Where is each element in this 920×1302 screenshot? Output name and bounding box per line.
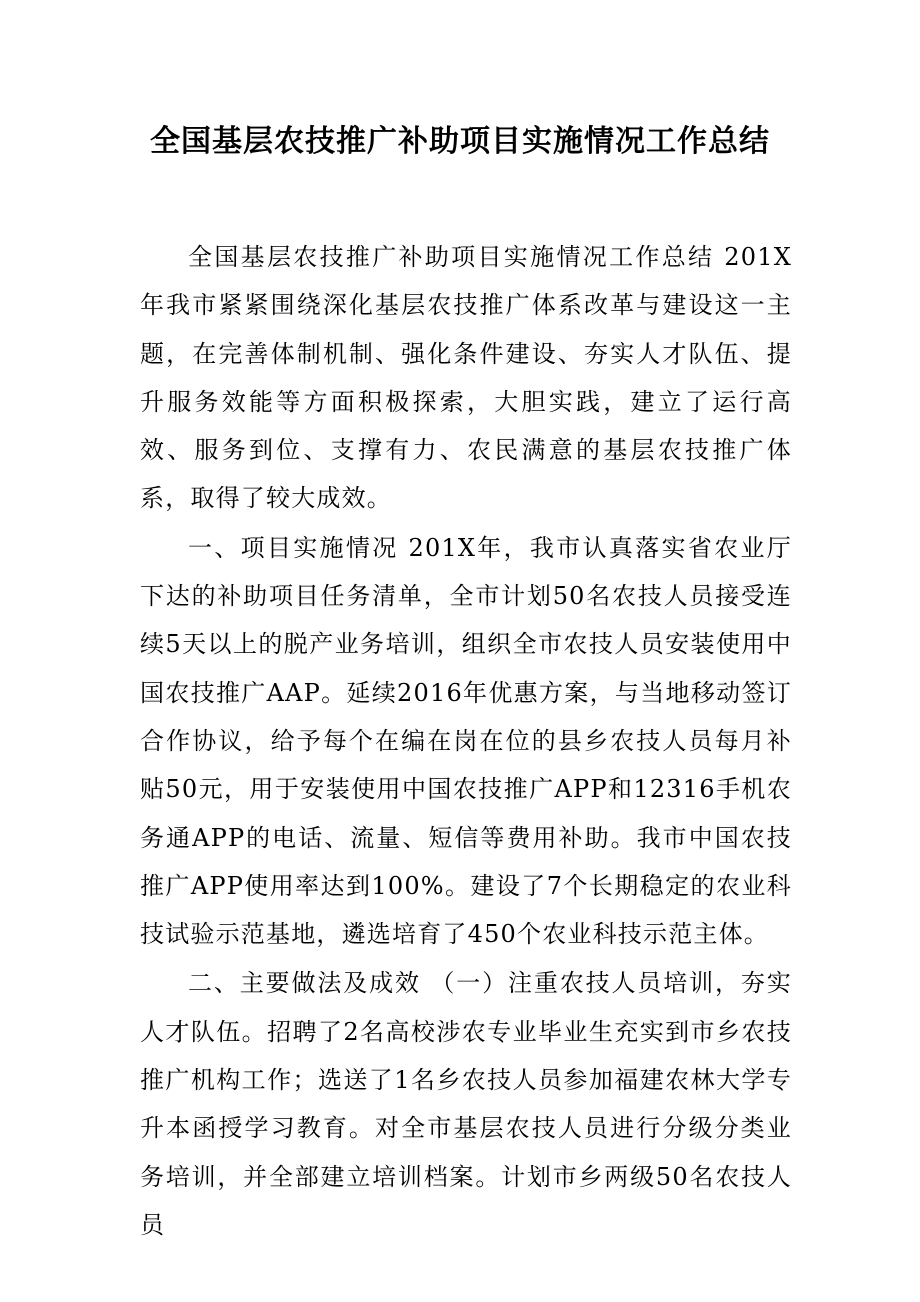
document-title: 全国基层农技推广补助项目实施情况工作总结 xyxy=(150,124,770,159)
paragraph-implementation: 一、项目实施情况 201X年，我市认真落实省农业厅下达的补助项目任务清单，全市计划50名农技人员接受连续5天以上的脱产业务培训，组织全市农技人员安装使用中国农技推广AAP。延续2016年优惠方案，与当地移动签订合作协议，给予每个在编在岗在位的县乡农技人员每月补贴50元，用于安装使用中国农技推广APP和12316手机农务通APP的电话、流量、短信等费用补助。我市中国农技推广APP使用率达到100%。建设了7个长期稳定的农业科技试验示范基地，遴选培育了450个农业科技示范主体。 xyxy=(140,533,792,949)
document-body xyxy=(140,233,792,1250)
paragraph-intro: 全国基层农技推广补助项目实施情况工作总结 201X年我市紧紧围绕深化基层农技推广体系改革与建设这一主题，在完善体制机制、强化条件建设、夯实人才队伍、提升服务效能等方面积极探索，大胆实践，建立了运行高效、服务到位、支撑有力、农民满意的基层农技推广体系，取得了较大成效。 xyxy=(140,243,792,513)
paragraph-practices: 二、主要做法及成效 （一）注重农技人员培训，夯实人才队伍。招聘了2名高校涉农专业毕业生充实到市乡农技推广机构工作；选送了1名乡农技人员参加福建农林大学专升本函授学习教育。对全市基层农技人员进行分级分类业务培训，并全部建立培训档案。计划市乡两级50名农技人员 xyxy=(140,969,792,1239)
